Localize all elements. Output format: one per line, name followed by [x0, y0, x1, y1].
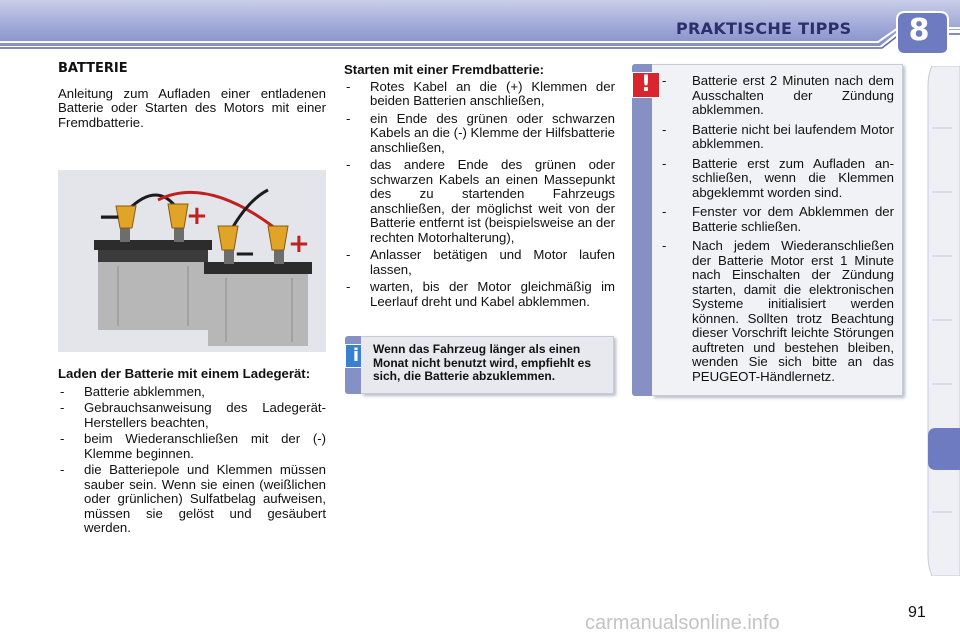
list-item: - Batterie erst zum Aufladen anschließen, wenn die Klemmen abgeklemmt worden sind.: [660, 157, 894, 201]
battery-jumpstart-image: [58, 170, 326, 352]
battery-left: [94, 226, 212, 330]
section-title: PRAKTISCHE TIPPS: [676, 19, 852, 38]
list-item: - warten, bis der Motor gleichmäßig im Leerlauf dreht und Kabel abklemmen.: [344, 280, 615, 309]
header-band: [0, 0, 960, 60]
warning-box-bar: [632, 64, 652, 396]
jumpstart-steps-list: [344, 80, 615, 310]
warning-icon: !: [632, 72, 660, 98]
battery-illustration: [58, 170, 326, 352]
charger-section: [58, 367, 326, 542]
minus-sign-left: −: [98, 200, 122, 233]
charger-heading: Laden der Batterie mit einem Ladegerät:: [58, 366, 311, 381]
info-text: Wenn das Fahrzeug länger als einen Monat nicht benutzt wird, empfiehlt es sich, die Batterie abzuklemmen.: [373, 342, 592, 383]
jumpstart-heading: Starten mit einer Fremdbatterie:: [344, 62, 545, 77]
list-item: - Batterie abklemmen,: [58, 385, 326, 400]
list-item: - Nach jedem Wiederanschließen der Batterie Motor erst 1 Minute nach Einschalten der Zündung starten, damit die elektronischen Systeme initialisiert werden können. Sollten trotz Beachtung dieser Vorschrift leichte Störungen auftreten und bestehen bleiben, wenden Sie sich bitte an das PEUGEOT-Händlernetz.: [660, 239, 894, 384]
charger-steps-list: [58, 385, 326, 536]
info-box: [345, 336, 615, 394]
watermark-text: carmanualsonline.info: [585, 612, 780, 634]
warning-box: [632, 64, 904, 396]
warning-list: [660, 74, 894, 390]
chapter-number: 8: [908, 13, 930, 48]
plus-sign-left: +: [186, 201, 208, 231]
warning-box-body: [652, 64, 903, 396]
section-heading: BATTERIE: [58, 61, 128, 76]
list-item: - Gebrauchsanweisung des Ladegerät-Herstellers beachten,: [58, 401, 326, 430]
list-item: - beim Wiederanschließen mit der (-) Klemme beginnen.: [58, 432, 326, 461]
minus-sign-right: −: [234, 239, 256, 269]
list-item: - Rotes Kabel an die (+) Klemmen der beiden Batterien anschließen,: [344, 80, 615, 109]
info-box-body: [361, 336, 614, 394]
info-icon: i: [345, 344, 367, 368]
list-item: - Anlasser betätigen und Motor laufen lassen,: [344, 248, 615, 277]
intro-paragraph: Anleitung zum Aufladen einer entladenen Batterie oder Starten des Motors mit einer Fremdbatterie.: [58, 85, 326, 130]
list-item: - ein Ende des grünen oder schwarzen Kabels an die (-) Klemme der Hilfsbatterie anschließen,: [344, 112, 615, 156]
chapter-tabs-graphic: [926, 66, 960, 576]
list-item: - die Batteriepole und Klemmen müssen sauber sein. Wenn sie einen (weißlichen oder grünlichen) Sulfatbelag aufweisen, müssen sie gelöst und gesäubert werden.: [58, 463, 326, 536]
list-item: - Fenster vor dem Abklemmen der Batterie schließen.: [660, 205, 894, 234]
chapter-tabs: [926, 66, 960, 576]
list-item: - Batterie nicht bei laufendem Motor abklemmen.: [660, 123, 894, 152]
left-column: [58, 62, 326, 130]
list-item: - das andere Ende des grünen oder schwarzen Kabels an einen Massepunkt des zu startenden Fahrzeugs anschließen, der möglichst weit von der Batterie entfernt ist (beispielsweise an der rechten Motorhalterung),: [344, 158, 615, 245]
middle-column: [344, 63, 615, 315]
list-item: - Batterie erst 2 Minuten nach dem Ausschalten der Zündung abklemmen.: [660, 74, 894, 118]
battery-right: [204, 248, 312, 346]
active-chapter-tab: [928, 428, 960, 470]
page-number: 91: [908, 604, 926, 621]
plus-sign-right: +: [288, 229, 310, 259]
